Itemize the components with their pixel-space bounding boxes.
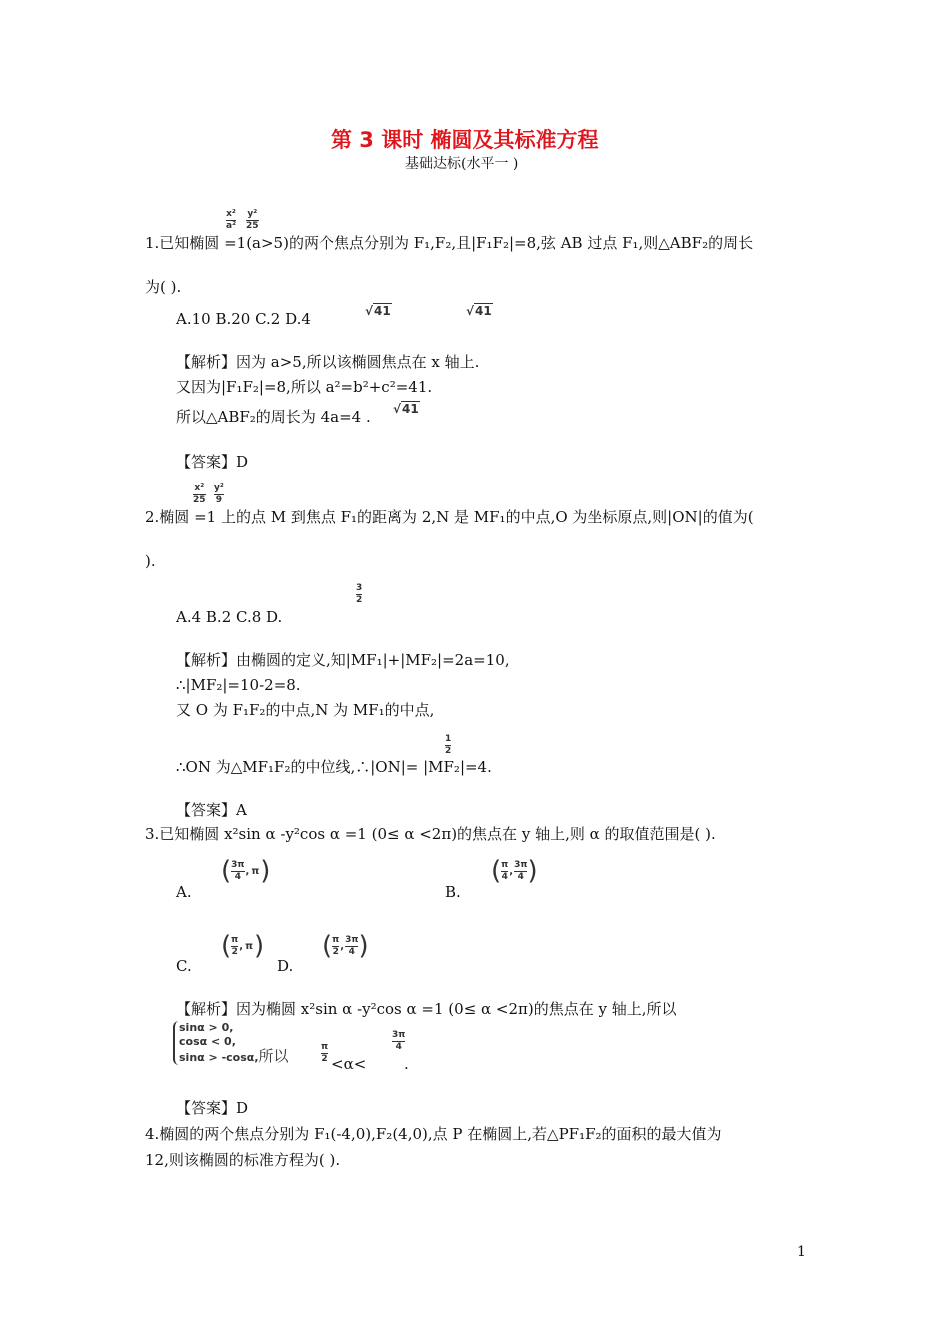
q3-option-c-label: C.: [176, 957, 192, 975]
q2-stem-line2: ).: [145, 552, 156, 570]
q3-answer: 【答案】D: [176, 1099, 249, 1117]
q1-analysis-1: 【解析】因为 a>5,所以该椭圆焦点在 x 轴上.: [176, 353, 480, 371]
q2-stem-line1: 2.椭圆 =1 上的点 M 到焦点 F₁的距离为 2,N 是 MF₁的中点,O 为坐标原点,则|ON|的值为(: [145, 508, 754, 526]
q3-option-a-label: A.: [176, 883, 192, 901]
q3-option-b-label: B.: [445, 883, 461, 901]
q3-answer-inequality: <α<: [331, 1055, 367, 1073]
q3-inequality-system: sinα > 0, cosα < 0, sinα > -cosα,所以: [173, 1021, 289, 1065]
q1-answer: 【答案】D: [176, 453, 249, 471]
q3-option-d-label: D.: [277, 957, 294, 975]
page-title: 第 3 课时 椭圆及其标准方程: [331, 128, 599, 152]
q2-analysis-1: 【解析】由椭圆的定义,知|MF₁|+|MF₂|=2a=10,: [176, 651, 510, 669]
q3-answer-lower-fraction: π 2: [321, 1042, 329, 1064]
q3-stem: 3.已知椭圆 x²sin α -y²cos α =1 (0≤ α <2π)的焦点在 y 轴上,则 α 的取值范围是( ).: [145, 825, 716, 843]
q2-options: A.4 B.2 C.8 D.: [176, 608, 283, 626]
q2-option-d-fraction: 3 2: [356, 583, 363, 605]
page-subtitle: 基础达标(水平一 ): [405, 156, 519, 172]
q2-analysis-2: ∴|MF₂|=10-2=8.: [176, 676, 301, 694]
page-number: 1: [797, 1244, 806, 1260]
q3-option-b-interval: ( π 4 , 3π 4 ): [491, 856, 538, 886]
q3-option-c-interval: ( π 2 , π ): [221, 931, 265, 961]
q2-analysis-4: ∴ON 为△MF₁F₂的中位线,∴|ON|= |MF₂|=4.: [176, 758, 492, 776]
q2-fraction-y: y² 9: [214, 483, 224, 505]
q2-analysis-3: 又 O 为 F₁F₂的中点,N 为 MF₁的中点,: [176, 701, 435, 719]
q1-analysis-radical: √41: [393, 402, 419, 416]
q1-fraction-x: x² a²: [226, 209, 237, 231]
q1-option-d-radical: √41: [466, 304, 492, 318]
q1-options: A.10 B.20 C.2 D.4: [176, 310, 311, 328]
q1-fraction-y: y² 25: [246, 209, 259, 231]
q2-fraction-x: x² 25: [193, 483, 206, 505]
q2-answer: 【答案】A: [176, 801, 247, 819]
q1-analysis-3: 所以△ABF₂的周长为 4a=4 .: [176, 408, 371, 426]
q2-analysis-fraction: 1 2: [445, 734, 452, 756]
q1-stem-line2: 为( ).: [145, 278, 182, 296]
q1-analysis-2: 又因为|F₁F₂|=8,所以 a²=b²+c²=41.: [176, 378, 433, 396]
q4-stem-line2: 12,则该椭圆的标准方程为( ).: [145, 1151, 341, 1169]
q1-stem-line1: 1.已知椭圆 =1(a>5)的两个焦点分别为 F₁,F₂,且|F₁F₂|=8,弦 AB 过点 F₁,则△ABF₂的周长: [145, 234, 754, 252]
q1-option-c-radical: √41: [365, 304, 391, 318]
q3-option-a-interval: ( 3π 4 , π ): [221, 856, 271, 886]
q3-answer-period: .: [404, 1055, 409, 1073]
q3-option-d-interval: ( π 2 , 3π 4 ): [322, 931, 369, 961]
q3-analysis-1: 【解析】因为椭圆 x²sin α -y²cos α =1 (0≤ α <2π)的焦点在 y 轴上,所以: [176, 1000, 677, 1018]
q3-answer-upper-fraction: 3π 4: [392, 1030, 406, 1052]
q4-stem-line1: 4.椭圆的两个焦点分别为 F₁(-4,0),F₂(4,0),点 P 在椭圆上,若△PF₁F₂的面积的最大值为: [145, 1125, 722, 1143]
